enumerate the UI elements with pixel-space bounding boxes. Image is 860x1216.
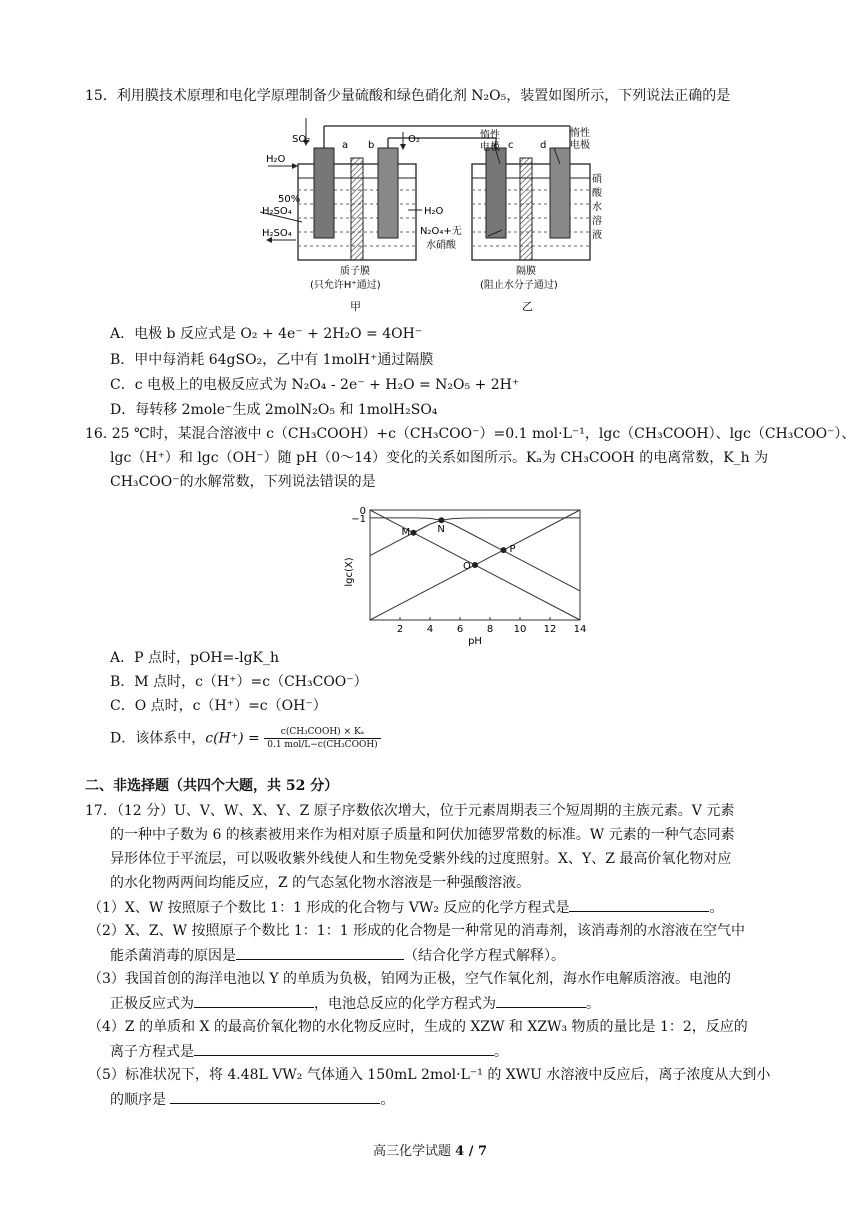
label-membrane2: 隔膜 xyxy=(516,266,536,277)
point-N xyxy=(438,517,444,523)
point-M xyxy=(411,530,417,536)
q16-stem-line1: 16. 25 ℃时，某混合溶液中 c（CH₃COOH）+c（CH₃COO⁻）=0.1 mol·L⁻¹，lgc（CH₃COOH）、lgc（CH₃COO⁻）、 xyxy=(85,426,856,442)
footer-page-number: 4 / 7 xyxy=(455,1144,488,1159)
label-d: d xyxy=(540,140,547,151)
lgc-ph-chart xyxy=(340,502,600,647)
point-label-O: O xyxy=(463,561,471,572)
point-label-P: P xyxy=(509,544,516,556)
q16-option-a: A．P 点时，pOH=-lgK_h xyxy=(110,650,280,666)
answer-blank-5[interactable] xyxy=(194,1041,494,1056)
y-tick-label-1: −1 xyxy=(351,513,366,525)
label-a: a xyxy=(342,140,349,151)
label-proton-membrane-note: (只允许H⁺通过) xyxy=(310,280,381,291)
answer-blank-4[interactable] xyxy=(496,993,586,1008)
label-h2so4-out: H₂SO₄ xyxy=(262,228,292,239)
answer-blank-1[interactable] xyxy=(569,897,709,912)
q17-part4a: （4）Z 的单质和 X 的最高价氧化物的水化物反应时，生成的 XZW 和 XZW₃ 物质的量比是 1：2，反应的 xyxy=(88,1019,748,1035)
q17-part2b: 能杀菌消毒的原因是 （结合化学方程式解释）。 xyxy=(110,945,565,966)
x-tick-label-8: 8 xyxy=(486,624,494,635)
x-tick-label-6: 6 xyxy=(456,624,464,635)
label-h2o-right: H₂O xyxy=(424,206,444,217)
fraction-denominator: 0.1 mol/L−c(CH₃COOH) xyxy=(267,740,378,750)
electrolysis-apparatus-diagram xyxy=(258,118,602,318)
q16-stem-line3: CH₃COO⁻的水解常数，下列说法错误的是 xyxy=(110,474,376,490)
q15-option-a: A．电极 b 反应式是 O₂ + 4e⁻ + 2H₂O = 4OH⁻ xyxy=(110,326,423,342)
q15-option-d: D．每转移 2mole⁻生成 2molN₂O₅ 和 1molH₂SO₄ xyxy=(110,402,438,418)
x-tick-label-14: 14 xyxy=(573,624,587,635)
label-50pct: 50% xyxy=(278,194,301,205)
footer-title: 高三化学试题 xyxy=(372,1144,456,1159)
label-yi: 乙 xyxy=(522,300,533,313)
q15-stem: 15．利用膜技术原理和电化学原理制备少量硫酸和绿色硝化剂 N₂O₅，装置如图所示，下列说法正确的是 xyxy=(85,88,731,104)
q16-option-c: C．O 点时，c（H⁺）=c（OH⁻） xyxy=(110,698,327,714)
label-proton-membrane: 质子膜 xyxy=(340,266,370,277)
answer-blank-2[interactable] xyxy=(236,945,404,960)
x-tick-label-2: 2 xyxy=(396,624,404,635)
label-o2: O₂ xyxy=(408,134,420,145)
point-O xyxy=(472,562,478,568)
q17-part4b: 离子方程式是 。 xyxy=(110,1041,508,1062)
q17-part3b: 正极反应式为 ，电池总反应的化学方程式为 。 xyxy=(110,993,600,1014)
label-hno3-4: 溶 xyxy=(592,216,602,227)
q15-option-c: C．c 电极上的电极反应式为 N₂O₄ - 2e⁻ + H₂O = N₂O₅ + 2H⁺ xyxy=(110,377,520,393)
q16-option-d-lhs: c(H⁺) = xyxy=(205,730,260,747)
point-label-N: N xyxy=(437,524,445,536)
q16-option-d-prefix: D．该体系中， xyxy=(110,730,206,747)
label-n2o4-b: 水硝酸 xyxy=(426,240,456,251)
q17-line4: 的水化物两两间均能反应，Z 的气态氢化物水溶液是一种强酸溶液。 xyxy=(110,875,531,891)
label-jia: 甲 xyxy=(350,300,361,313)
fraction-numerator: c(CH₃COOH) × Kₐ xyxy=(264,726,380,739)
x-tick-label-10: 10 xyxy=(513,624,527,635)
q17-part5a: （5）标准状况下，将 4.48L VW₂ 气体通入 150mL 2mol·L⁻¹ 的 XWU 水溶液中反应后，离子浓度从大到小 xyxy=(88,1067,771,1083)
x-tick-label-12: 12 xyxy=(543,624,557,635)
q17-part3a: （3）我国首创的海洋电池以 Y 的单质为负极，铂网为正极，空气作氧化剂，海水作电解质溶液。电池的 xyxy=(88,971,732,987)
q16-option-d-fraction xyxy=(264,726,380,751)
label-hno3-3: 水 xyxy=(592,202,602,213)
q17-part1: （1）X、W 按照原子个数比 1：1 形成的化合物与 VW₂ 反应的化学方程式是 。 xyxy=(88,897,723,918)
label-hno3-5: 液 xyxy=(592,230,602,241)
q17-part5b: 的顺序是 。 xyxy=(110,1089,394,1110)
label-inert-electrode-1a: 惰性 xyxy=(480,130,500,141)
answer-blank-6[interactable] xyxy=(170,1089,380,1104)
q17-line1: 17．（12 分）U、V、W、X、Y、Z 原子序数依次增大，位于元素周期表三个短周期的主族元素。V 元素 xyxy=(85,803,735,819)
label-inert-electrode-1b: 电极 xyxy=(480,142,500,153)
q16-option-d xyxy=(110,726,381,751)
label-so2: SO₂ xyxy=(292,134,311,145)
q16-stem-line2: lgc（H⁺）和 lgc（OH⁻）随 pH（0～14）变化的关系如图所示。Kₐ为 CH₃COOH 的电离常数，K_h 为 xyxy=(110,450,769,466)
section-2-heading: 二、非选择题（共四个大题，共 52 分） xyxy=(85,778,339,794)
x-axis-label: pH xyxy=(468,636,482,647)
page-footer xyxy=(0,1140,860,1159)
q17-line3: 异形体位于平流层，可以吸收紫外线使人和生物免受紫外线的过度照射。X、Y、Z 最高价氧化物对应 xyxy=(110,851,732,867)
x-tick-label-4: 4 xyxy=(426,624,434,635)
label-h2so4-50: H₂SO₄ xyxy=(262,206,292,217)
answer-blank-3[interactable] xyxy=(194,993,314,1008)
q17-part2a: （2）X、Z、W 按照原子个数比 1：1：1 形成的化合物是一种常见的消毒剂，该消毒剂的水溶液在空气中 xyxy=(88,923,746,939)
label-hno3-1: 硝 xyxy=(592,174,602,185)
label-n2o4-a: N₂O₄+无 xyxy=(420,226,462,237)
y-tick-label-0: 0 xyxy=(359,506,366,517)
q16-option-b: B．M 点时，c（H⁺）=c（CH₃COO⁻） xyxy=(110,674,368,690)
point-label-M: M xyxy=(401,526,411,538)
y-axis-label: lgc(X) xyxy=(344,557,355,587)
label-inert-electrode-2b: 电极 xyxy=(570,140,590,151)
label-c: c xyxy=(508,140,514,151)
q17-line2: 的一种中子数为 6 的核素被用来作为相对原子质量和阿伏加德罗常数的标准。W 元素的一种气态同素 xyxy=(110,827,735,843)
point-P xyxy=(501,547,507,553)
label-b: b xyxy=(368,140,375,151)
label-hno3-2: 酸 xyxy=(592,188,602,199)
label-inert-electrode-2a: 惰性 xyxy=(570,128,590,139)
q15-option-b: B．甲中每消耗 64gSO₂，乙中有 1molH⁺通过隔膜 xyxy=(110,352,434,368)
label-membrane2-note: (阻止水分子通过) xyxy=(480,280,558,291)
label-h2o-in: H₂O xyxy=(266,154,286,165)
